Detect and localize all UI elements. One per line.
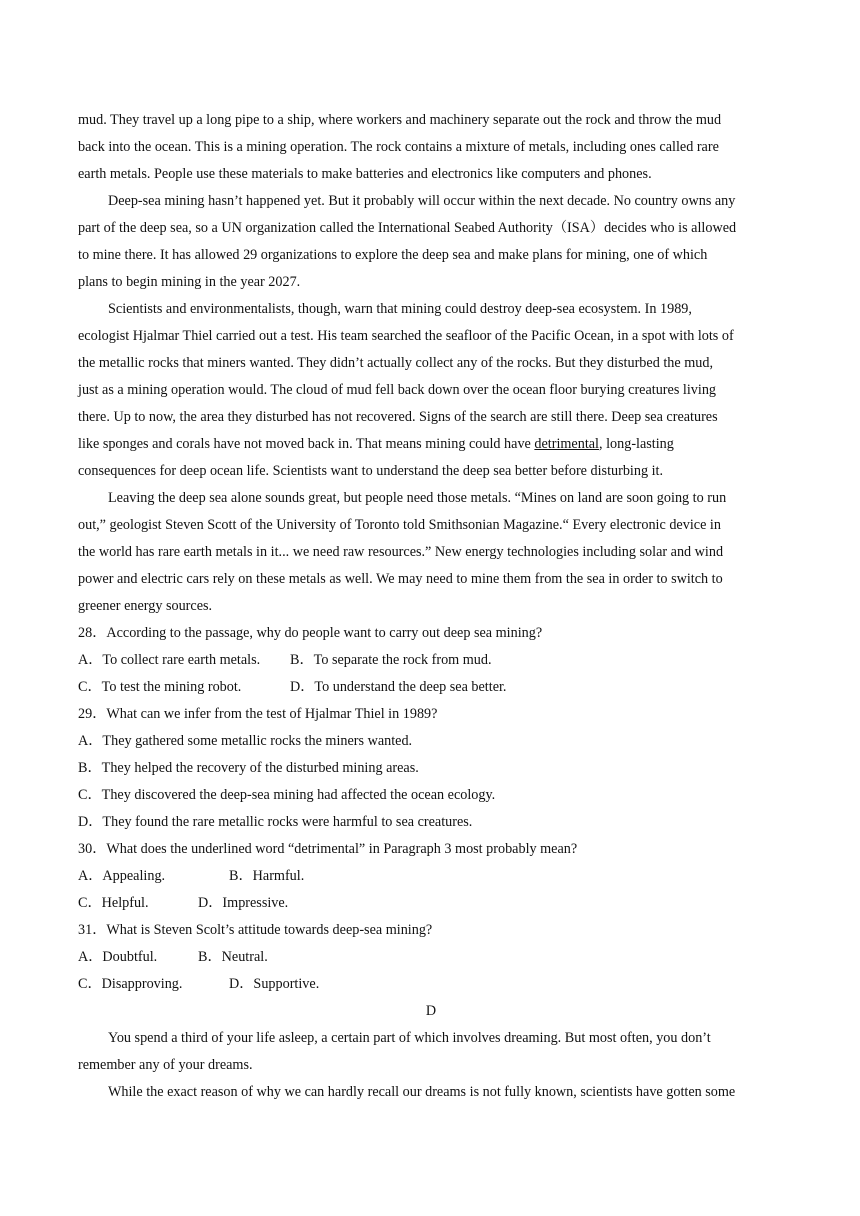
option-d: D．To understand the deep sea better. [290,679,507,695]
passage-text: , long-lasting [599,436,674,452]
option-b: B．Neutral. [198,949,268,965]
option-row [78,944,784,971]
passage-line [78,431,784,458]
passage-text: like sponges and corals have not moved back in. That means mining could have [78,436,535,452]
question-28 [78,620,784,701]
passage-line: greener energy sources. [78,598,213,614]
option-a: A．Appealing. [78,868,166,884]
passage-line: Deep-sea mining hasn’t happened yet. But it probably will occur within the next decade. No country owns any [108,193,736,209]
option-d: D．Impressive. [198,895,289,911]
question-29 [78,701,784,836]
passage-line: to mine there. It has allowed 29 organizations to explore the deep sea and make plans for mining, one of which [78,247,708,263]
passage-line: just as a mining operation would. The cloud of mud fell back down over the ocean floor burying creatures living [78,382,717,398]
passage-line: the world has rare earth metals in it... we need raw resources.” New energy technologies including solar and wind [78,544,724,560]
question-31 [78,917,784,998]
option-row [78,863,784,890]
passage-line: While the exact reason of why we can hardly recall our dreams is not fully known, scientists have gotten some [108,1084,736,1100]
question-30 [78,836,784,917]
passage-line: plans to begin mining in the year 2027. [78,274,301,290]
passage-line: mud. They travel up a long pipe to a ship, where workers and machinery separate out the rock and throw the mud [78,112,722,128]
option-d: D．Supportive. [229,976,320,992]
passage-line: out,” geologist Steven Scott of the University of Toronto told Smithsonian Magazine.“ Every electronic device in [78,517,721,533]
question-stem: 28．According to the passage, why do people want to carry out deep sea mining? [78,625,543,641]
passage-c [78,107,784,620]
option-a: A．Doubtful. [78,949,158,965]
passage-line: power and electric cars rely on these metals as well. We may need to mine them from the sea in order to switch to [78,571,723,587]
document-page [78,107,784,1106]
option-b: B．Harmful. [229,868,305,884]
option-row [78,674,784,701]
option-c: C．Disapproving. [78,976,183,992]
option-b: B．They helped the recovery of the disturbed mining areas. [78,760,419,776]
passage-line: part of the deep sea, so a UN organization called the International Seabed Authority（ISA）decides who is allowed [78,220,737,236]
question-stem: 31．What is Steven Scolt’s attitude towards deep-sea mining? [78,922,433,938]
question-stem: 29．What can we infer from the test of Hjalmar Thiel in 1989? [78,706,438,722]
passage-line: back into the ocean. This is a mining operation. The rock contains a mixture of metals, including ones called rare [78,139,719,155]
option-row [78,890,784,917]
passage-line: Scientists and environmentalists, though, warn that mining could destroy deep-sea ecosystem. In 1989, [108,301,692,317]
option-d: D．They found the rare metallic rocks were harmful to sea creatures. [78,814,473,830]
option-b: B．To separate the rock from mud. [290,652,492,668]
passage-line: remember any of your dreams. [78,1057,253,1073]
option-c: C．Helpful. [78,895,149,911]
passage-line: consequences for deep ocean life. Scientists want to understand the deep sea better before disturbing it. [78,463,664,479]
question-stem: 30．What does the underlined word “detrimental” in Paragraph 3 most probably mean? [78,841,578,857]
passage-line: Leaving the deep sea alone sounds great, but people need those metals. “Mines on land are soon going to run [108,490,727,506]
passage-line: ecologist Hjalmar Thiel carried out a test. His team searched the seafloor of the Pacific Ocean, in a spot with lots of [78,328,734,344]
passage-line: the metallic rocks that miners wanted. They didn’t actually collect any of the rocks. But they disturbed the mud, [78,355,713,371]
option-c: C．To test the mining robot. [78,679,242,695]
passage-line: earth metals. People use these materials to make batteries and electronics like computers and phones. [78,166,652,182]
section-d [78,998,784,1106]
underlined-word-detrimental: detrimental [534,436,599,452]
option-row [78,647,784,674]
option-a: A．To collect rare earth metals. [78,652,261,668]
passage-line: there. Up to now, the area they disturbed has not recovered. Signs of the search are still there. Deep sea creatures [78,409,718,425]
option-c: C．They discovered the deep-sea mining had affected the ocean ecology. [78,787,496,803]
section-heading: D [425,1003,437,1019]
passage-line: You spend a third of your life asleep, a certain part of which involves dreaming. But most often, you don’t [108,1030,711,1046]
option-a: A．They gathered some metallic rocks the miners wanted. [78,733,413,749]
option-row [78,971,784,998]
